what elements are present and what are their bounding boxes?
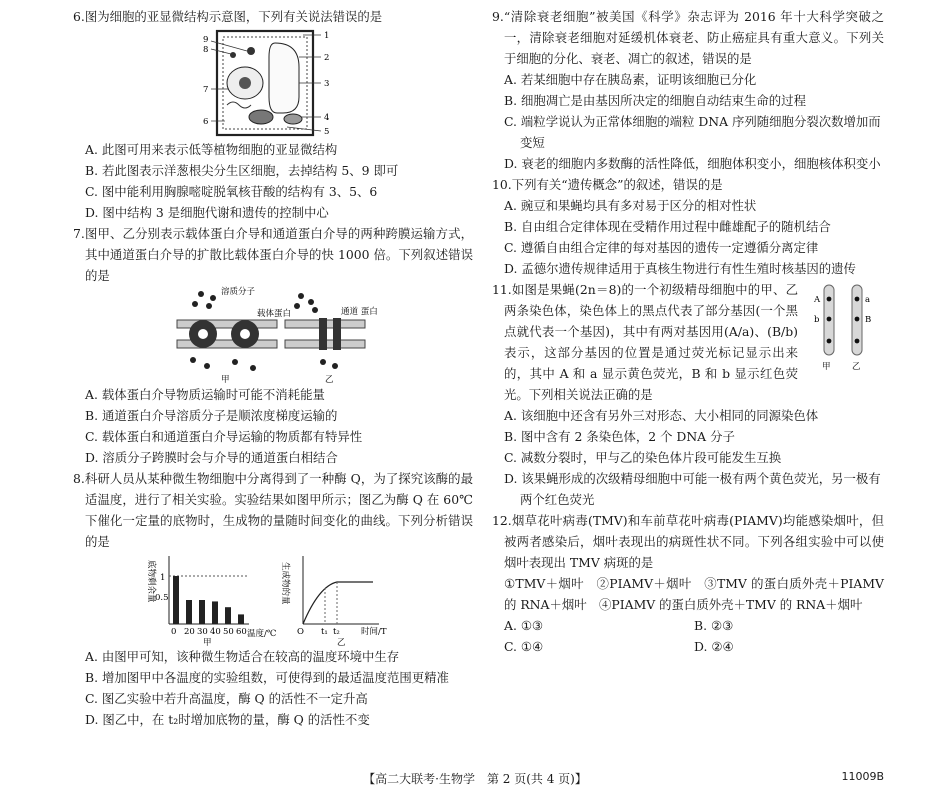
- left-column: [73, 6, 473, 730]
- q6-option-d: D. 图中结构 3 是细胞代谢和遗传的控制中心: [85, 205, 329, 220]
- q11-option-b: B. 图中含有 2 条染色体，2 个 DNA 分子: [504, 429, 735, 444]
- q10-option-a: A. 豌豆和果蝇均具有多对易于区分的相对性状: [504, 198, 757, 213]
- q11-label-a: a: [865, 295, 871, 305]
- q6-label-9: 9: [203, 35, 209, 45]
- q7-option-d: D. 溶质分子跨膜时会与介导的通道蛋白相结合: [85, 450, 338, 465]
- q8-option-d: D. 图乙中，在 t₂时增加底物的量，酶 Q 的活性不变: [85, 712, 370, 727]
- q8-option-a: A. 由图甲可知，该种微生物适合在较高的温度环境中生存: [85, 649, 400, 664]
- q11-block: [492, 279, 884, 405]
- q7-stem: 7.图甲、乙分别表示载体蛋白介导和通道蛋白介导的两种跨膜运输方式，其中通道蛋白介导的扩散比载体蛋白介导的快 1000 倍。下列叙述错误的是: [73, 226, 473, 283]
- page-footer: 【高二大联考·生物学 第 2 页(共 4 页)】: [363, 772, 587, 786]
- q6-label-5: 5: [324, 127, 330, 137]
- q6-label-8: 8: [203, 45, 209, 55]
- q8-chart-figure: [143, 552, 403, 646]
- q12-stem: 12.烟草花叶病毒(TMV)和车前草花叶病毒(PIAMV)均能感染烟叶，但被两者感染后，烟叶表现出的病斑性状不同。下列各组实验中可以使烟叶表现出 TMV 病斑的是: [492, 513, 884, 570]
- q6-label-2: 2: [324, 53, 330, 63]
- q9-option-a: A. 若某细胞中存在胰岛素，证明该细胞已分化: [504, 72, 757, 87]
- q6-label-4: 4: [324, 113, 330, 123]
- q11-label-A: A: [814, 295, 821, 305]
- q9-option-d: D. 衰老的细胞内多数酶的活性降低，细胞体积变小，细胞核体积变小: [504, 156, 881, 171]
- q11-chromosome-figure: [802, 281, 880, 371]
- q8-yi-xtick-o: O: [297, 627, 304, 637]
- q8-yi-title: 乙: [337, 638, 346, 648]
- q7-label-solute: 溶质分子: [221, 287, 256, 297]
- q6-option-c: C. 图中能利用胸腺嘧啶脱氧核苷酸的结构有 3、5、6: [85, 184, 378, 199]
- q12-option-b: B. ②③: [694, 618, 734, 633]
- q8-jia-xtick-40: 40: [210, 627, 221, 637]
- q8-jia-xtick-50: 50: [223, 627, 234, 637]
- q12-options-row-1: [492, 615, 884, 636]
- paper-code: 11009B: [841, 770, 884, 783]
- q8-jia-xtick-60: 60: [236, 627, 247, 637]
- q8-jia-bar-20: [186, 600, 192, 624]
- q11-stem: 11.如图是果蝇(2n＝8)的一个初级精母细胞中的甲、乙两条染色体，染色体上的黑点代表了部分基因(一个黑点就代表一个基因)，其中有两对基因用(A/a)、(B/b)表示，这部分基因的位置是通过荧光标记显示出来的，其中 A 和 a 显示黄色荧光，B 和 b 显示红色荧光。下列相关说法正确的是: [492, 282, 798, 402]
- q11-label-B: B: [865, 315, 872, 325]
- q8-option-b: B. 增加图甲中各温度的实验组数，可使得到的最适温度范围更精准: [85, 670, 449, 685]
- q7-label-jia: 甲: [221, 375, 230, 385]
- q6-label-6: 6: [203, 117, 209, 127]
- q8-jia-xlabel: 温度/℃: [247, 629, 277, 639]
- q8-jia-ytick-05: 0.5: [155, 593, 169, 603]
- q7-option-b: B. 通道蛋白介导溶质分子是顺浓度梯度运输的: [85, 408, 338, 423]
- q8-yi-xtick-t2: t₂: [333, 627, 340, 637]
- q11-option-d: D. 该果蝇形成的次级精母细胞中可能一极有两个黄色荧光，另一极有两个红色荧光: [504, 471, 881, 507]
- q11-label-yi: 乙: [852, 362, 861, 372]
- right-column: [492, 6, 884, 657]
- q11-label-b: b: [814, 315, 820, 325]
- q10-option-d: D. 孟德尔遗传规律适用于真核生物进行有性生殖时核基因的遗传: [504, 261, 856, 276]
- q12-option-c: C. ①④: [504, 639, 544, 654]
- q6-label-1: 1: [324, 31, 330, 41]
- q6-label-7: 7: [203, 85, 209, 95]
- q8-yi-curve: [303, 582, 373, 624]
- q8-jia-xtick-20: 20: [184, 627, 195, 637]
- q8-jia-bar-60: [238, 614, 244, 624]
- q8-option-c: C. 图乙实验中若升高温度，酶 Q 的活性不一定升高: [85, 691, 368, 706]
- q7-label-channel: 通道 蛋白: [341, 307, 378, 317]
- q8-yi-xtick-t1: t₁: [321, 627, 328, 637]
- q8-jia-bar-40: [212, 601, 218, 624]
- q8-jia-bar-50: [225, 607, 231, 624]
- q11-label-jia: 甲: [822, 362, 831, 372]
- q8-yi-xlabel: 时间/T: [361, 627, 387, 637]
- q7-option-a: A. 载体蛋白介导物质运输时可能不消耗能量: [85, 387, 325, 402]
- q10-option-c: C. 遵循自由组合定律的每对基因的遗传一定遵循分离定律: [504, 240, 819, 255]
- q8-stem: 8.科研人员从某种微生物细胞中分离得到了一种酶 Q，为了探究该酶的最适温度，进行了相关实验。实验结果如图甲所示；图乙为酶 Q 在 60℃下催化一定量的底物时，生成物的量随时间变化的曲线。下列分析错误的是: [73, 471, 473, 549]
- q7-label-carrier: 载体蛋白: [257, 309, 292, 319]
- q7-transport-figure: [173, 286, 378, 385]
- q6-cell-figure: [203, 27, 343, 139]
- q9-option-c: C. 端粒学说认为正常体细胞的端粒 DNA 序列随细胞分裂次数增加而变短: [504, 114, 881, 150]
- q12-items: ①TMV＋烟叶 ②PIAMV＋烟叶 ③TMV 的蛋白质外壳＋PIAMV 的 RNA＋烟叶 ④PIAMV 的蛋白质外壳＋TMV 的 RNA＋烟叶: [504, 576, 884, 612]
- q11-option-c: C. 减数分裂时，甲与乙的染色体片段可能发生互换: [504, 450, 782, 465]
- q12-option-d: D. ②④: [694, 639, 734, 654]
- q8-jia-xtick-0: 0: [171, 627, 177, 637]
- q10-stem: 10.下列有关“遗传概念”的叙述，错误的是: [492, 177, 723, 192]
- q6-stem: 6.图为细胞的亚显微结构示意图，下列有关说法错误的是: [73, 9, 383, 24]
- q9-option-b: B. 细胞凋亡是由基因所决定的细胞自动结束生命的过程: [504, 93, 806, 108]
- q8-jia-title: 甲: [203, 638, 212, 648]
- q8-jia-ytick-1: 1: [160, 573, 166, 583]
- q8-jia-xtick-30: 30: [197, 627, 208, 637]
- q11-option-a: A. 该细胞中还含有另外三对形态、大小相同的同源染色体: [504, 408, 819, 423]
- q9-stem: 9.“清除衰老细胞”被美国《科学》杂志评为 2016 年十大科学突破之一，清除衰老细胞对延缓机体衰老、防止癌症具有重大意义。下列关于细胞的分化、衰老、凋亡的叙述，错误的是: [492, 9, 884, 66]
- q7-option-c: C. 载体蛋白和通道蛋白介导运输的物质都有特异性: [85, 429, 363, 444]
- q6-option-a: A. 此图可用来表示低等植物细胞的亚显微结构: [85, 142, 338, 157]
- q12-option-a: A. ①③: [504, 618, 544, 633]
- q7-label-yi: 乙: [325, 375, 334, 385]
- q8-jia-bar-0: [173, 576, 179, 624]
- q6-option-b: B. 若此图表示洋葱根尖分生区细胞，去掉结构 5、9 即可: [85, 163, 399, 178]
- q8-jia-bar-30: [199, 600, 205, 624]
- q8-yi-ylabel: 生成物的量: [280, 562, 290, 605]
- q8-jia-ylabel: 底物剩余量: [146, 560, 156, 603]
- q6-label-3: 3: [324, 79, 330, 89]
- q10-option-b: B. 自由组合定律体现在受精作用过程中雌雄配子的随机结合: [504, 219, 831, 234]
- q12-options-row-2: [492, 636, 884, 657]
